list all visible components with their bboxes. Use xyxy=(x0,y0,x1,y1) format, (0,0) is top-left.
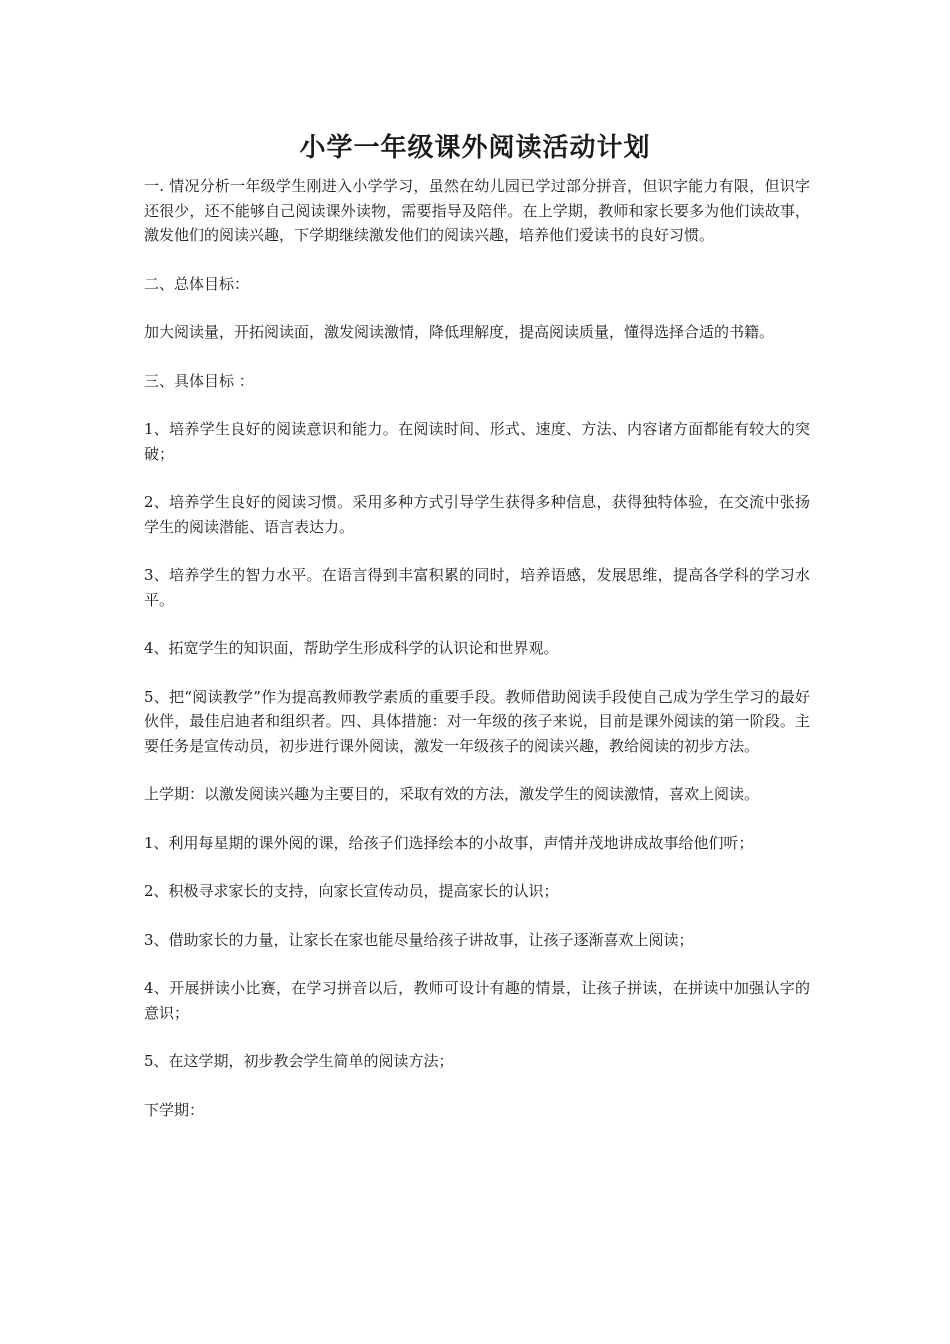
paragraph-measure-1: 1、利用每星期的课外阅的课，给孩子们选择绘本的小故事，声情并茂地讲成故事给他们听； xyxy=(144,833,754,852)
heading-overall-goals: 二、总体目标： xyxy=(144,274,250,293)
document-body xyxy=(144,174,810,1146)
paragraph-measure-2: 2、积极寻求家长的支持，向家长宣传动员，提高家长的认识； xyxy=(144,882,559,900)
paragraph-overall-goals: 加大阅读量，开拓阅读面，激发阅读激情，降低理解度，提高阅读质量，懂得选择合适的书籍。 xyxy=(144,323,775,341)
heading-second-semester: 下学期： xyxy=(144,1100,205,1119)
paragraph-goal-4: 4、拓宽学生的知识面，帮助学生形成科学的认识论和世界观。 xyxy=(144,639,559,657)
document-title: 小学一年级课外阅读活动计划 xyxy=(299,133,651,163)
paragraph-measure-5: 5、在这学期，初步教会学生简单的阅读方法； xyxy=(144,1052,454,1070)
paragraph-measure-3: 3、借助家长的力量，让家长在家也能尽量给孩子讲故事，让孩子逐渐喜欢上阅读； xyxy=(144,930,694,949)
paragraph-measure-4: 4、开展拼读小比赛，在学习拼音以后，教师可设计有趣的情景，让孩子拼读，在拼读中加强认字的意识； xyxy=(144,979,810,1022)
paragraph-goal-3: 3、培养学生的智力水平。在语言得到丰富积累的同时，培养语感，发展思维，提高各学科的学习水平。 xyxy=(144,566,810,609)
paragraph-situation-analysis: 一. 情况分析一年级学生刚进入小学学习，虽然在幼儿园已学过部分拼音，但识字能力有限，但识字还很少，还不能够自己阅读课外读物，需要指导及陪伴。在上学期，教师和家长要多为他们读故事，激发他们的阅读兴趣，下学期继续激发他们的阅读兴趣，培养他们爱读书的良好习惯。 xyxy=(144,177,810,244)
paragraph-goal-2: 2、培养学生良好的阅读习惯。采用多种方式引导学生获得多种信息，获得独特体验，在交流中张扬学生的阅读潜能、语言表达力。 xyxy=(144,493,810,536)
paragraph-goal-5: 5、把“阅读教学”作为提高教师教学素质的重要手段。教师借助阅读手段使自己成为学生学习的最好伙伴，最佳启迪者和组织者。四、具体措施：对一年级的孩子来说，目前是课外阅读的第一阶段。主要任务是宣传动员，初步进行课外阅读，激发一年级孩子的阅读兴趣，教给阅读的初步方法。 xyxy=(144,687,810,755)
paragraph-first-semester: 上学期：以激发阅读兴趣为主要目的，采取有效的方法，激发学生的阅读激情，喜欢上阅读。 xyxy=(144,785,760,803)
paragraph-goal-1: 1、培养学生良好的阅读意识和能力。在阅读时间、形式、速度、方法、内容诸方面都能有较大的突破； xyxy=(144,420,810,463)
heading-specific-goals: 三、具体目标 ： xyxy=(144,371,254,390)
